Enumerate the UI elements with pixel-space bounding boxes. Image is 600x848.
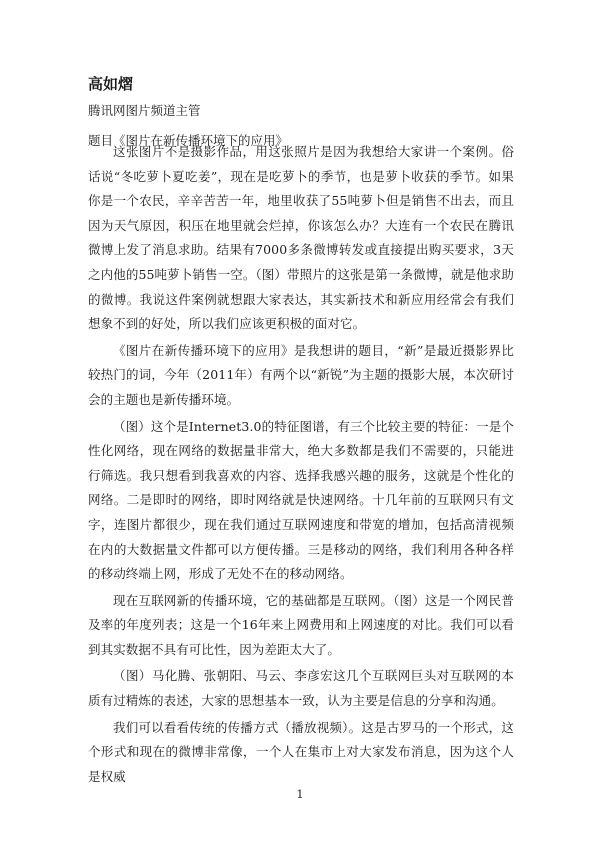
author-title: 腾讯网图片频道主管	[88, 103, 201, 118]
paragraph: 这张图片不是摄影作品，用这张照片是因为我想给大家讲一个案例。俗话说“冬吃萝卜夏吃姜”，现在是吃萝卜的季节，也是萝卜收获的季节。如果你是一个农民，辛辛苦苦一年，地里收获了55吨萝卜但是销售不出去，而且因为天气原因，积压在地里就会烂掉，你该怎么办？大连有一个农民在腾讯微博上发了消息求助。结果有7000多条微博转发或直接提出购买要求，3天之内他的55吨萝卜销售一空。（图）带照片的这张是第一条微博，就是他求助的微博。我说这件案例就想跟大家表达，其实新技术和新应用经常会有我们想象不到的好处，所以我们应该更积极的面对它。	[88, 144, 514, 332]
paragraph: （图）这个是Internet3.0的特征图谱，有三个比较主要的特征：一是个性化网络，现在网络的数据量非常大，绝大多数都是我们不需要的，只能进行筛选。我只想看到我喜欢的内容、选择我感兴趣的服务，这就是个性化的网络。二是即时的网络，即时网络就是快速网络。十几年前的互联网只有文字，连图片都很少，现在我们通过互联网速度和带宽的增加，包括高清视频在内的大数据量文件都可以方便传播。三是移动的网络，我们利用各种各样的移动终端上网，形成了无处不在的移动网络。	[88, 418, 514, 582]
document-body	[88, 140, 514, 791]
paragraph: 现在互联网新的传播环境，它的基础都是互联网。（图）这是一个网民普及率的年度列表；这是一个16年来上网费用和上网速度的对比。我们可以看到其实数据不具有可比性，因为差距太大了。	[88, 592, 514, 657]
talk-topic: 题目《图片在新传播环境下的应用》	[88, 133, 289, 148]
author-name: 高如熠	[88, 75, 134, 93]
paragraph: 我们可以看看传统的传播方式（播放视频）。这是古罗马的一个形式，这个形式和现在的微博非常像，一个人在集市上对大家发布消息，因为这个人是权威	[88, 719, 514, 784]
paragraph: 《图片在新传播环境下的应用》是我想讲的题目，“新”是最近摄影界比较热门的词，今年（2011年）有两个以“新锐”为主题的摄影大展，本次研讨会的主题也是新传播环境。	[88, 342, 514, 407]
page-number: 1	[296, 788, 304, 801]
paragraph: （图）马化腾、张朝阳、马云、李彦宏这几个互联网巨头对互联网的本质有过精炼的表述，大家的思想基本一致，认为主要是信息的分享和沟通。	[88, 668, 514, 709]
